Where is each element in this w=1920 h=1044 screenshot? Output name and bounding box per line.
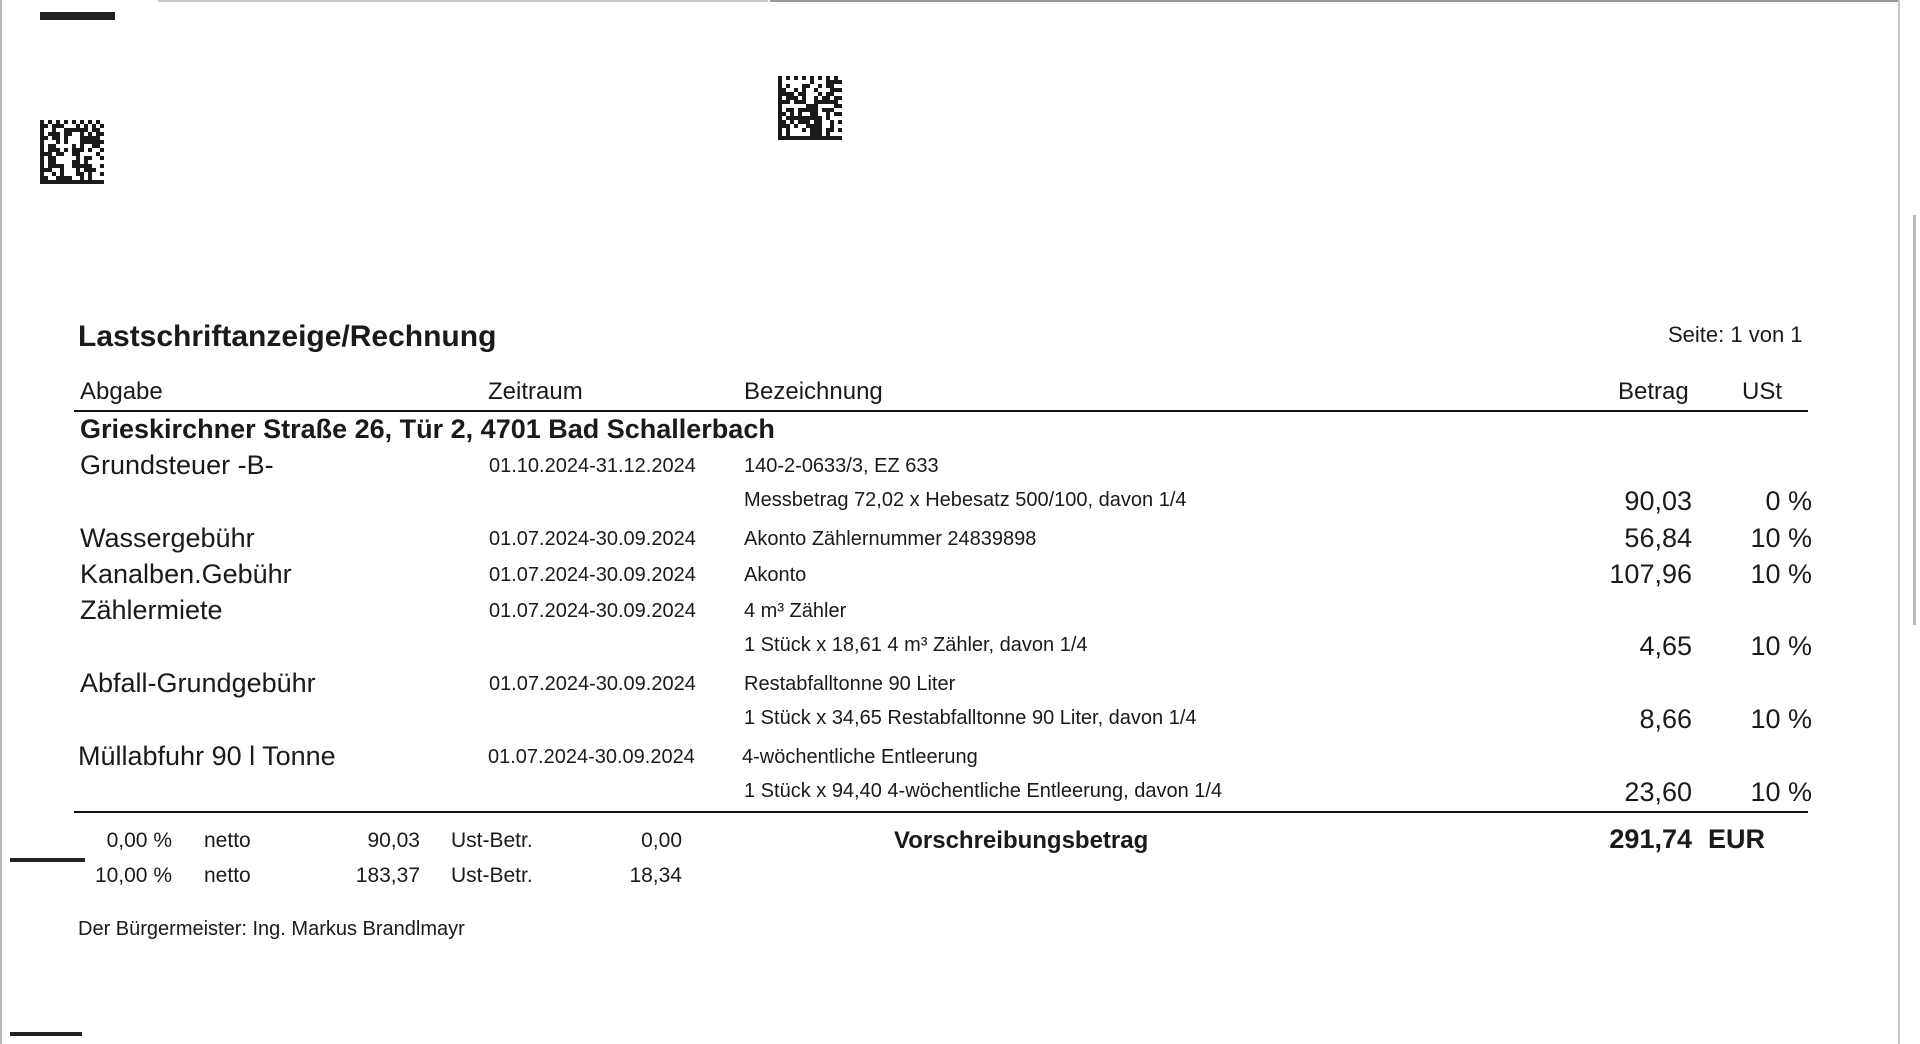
row-ust: 10 % — [1750, 559, 1812, 589]
row-abgabe: Grundsteuer -B- — [80, 450, 274, 480]
row-betrag: 90,03 — [1624, 486, 1692, 516]
page-edge-left — [0, 0, 2, 1044]
row-betrag: 8,66 — [1639, 704, 1692, 734]
row-abgabe: Müllabfuhr 90 l Tonne — [78, 741, 336, 771]
header-bezeichnung: Bezeichnung — [744, 378, 883, 405]
scan-mark-top — [40, 12, 115, 20]
row-detail: 1 Stück x 94,40 4-wöchentliche Entleerung, davon 1/4 — [744, 780, 1223, 802]
scan-mark-left-middle — [10, 858, 85, 862]
page-edge-top — [158, 0, 768, 2]
row-zeitraum: 01.07.2024-30.09.2024 — [488, 746, 695, 768]
header-abgabe: Abgabe — [80, 378, 163, 405]
document-title: Lastschriftanzeige/Rechnung — [78, 320, 497, 353]
row-ust: 10 % — [1750, 777, 1812, 807]
row-abgabe: Zählermiete — [80, 595, 223, 625]
signature-line: Der Bürgermeister: Ing. Markus Brandlmayr — [78, 918, 465, 940]
summary-rule — [74, 811, 1808, 813]
row-bezeichnung: 4 m³ Zähler — [744, 600, 847, 622]
row-bezeichnung: 140-2-0633/3, EZ 633 — [744, 455, 939, 477]
header-ust: USt — [1742, 378, 1783, 405]
row-ust: 0 % — [1765, 486, 1812, 516]
ust-value: 18,34 — [629, 864, 682, 887]
row-bezeichnung: Restabfalltonne 90 Liter — [744, 673, 956, 695]
row-zeitraum: 01.07.2024-30.09.2024 — [489, 600, 696, 622]
row-ust: 10 % — [1750, 704, 1812, 734]
header-zeitraum: Zeitraum — [488, 378, 583, 405]
ust-label: Ust-Betr. — [451, 864, 533, 887]
row-abgabe: Kanalben.Gebühr — [80, 559, 292, 589]
scrollbar-track — [1913, 215, 1916, 625]
row-betrag: 23,60 — [1624, 777, 1692, 807]
row-betrag: 4,65 — [1639, 631, 1692, 661]
header-betrag: Betrag — [1618, 378, 1689, 405]
row-zeitraum: 01.07.2024-30.09.2024 — [489, 673, 696, 695]
tax-rate: 10,00 % — [94, 864, 172, 887]
property-address: Grieskirchner Straße 26, Tür 2, 4701 Bad Schallerbach — [80, 414, 775, 444]
row-zeitraum: 01.10.2024-31.12.2024 — [489, 455, 696, 477]
page-edge-top-right — [770, 0, 1900, 2]
total-label: Vorschreibungsbetrag — [894, 827, 1149, 854]
tax-rate: 0,00 % — [106, 829, 172, 852]
row-detail: Messbetrag 72,02 x Hebesatz 500/100, davon 1/4 — [744, 489, 1187, 511]
netto-label: netto — [204, 829, 251, 852]
row-betrag: 56,84 — [1624, 523, 1692, 553]
currency: EUR — [1708, 824, 1766, 854]
datamatrix-left-icon — [40, 120, 106, 184]
row-ust: 10 % — [1750, 631, 1812, 661]
scan-mark-left-bottom — [10, 1032, 82, 1036]
header-rule — [74, 410, 1808, 412]
row-bezeichnung: Akonto Zählernummer 24839898 — [744, 528, 1037, 550]
row-ust: 10 % — [1750, 523, 1812, 553]
row-zeitraum: 01.07.2024-30.09.2024 — [489, 564, 696, 586]
row-zeitraum: 01.07.2024-30.09.2024 — [489, 528, 696, 550]
row-bezeichnung: 4-wöchentliche Entleerung — [742, 746, 978, 768]
netto-label: netto — [204, 864, 251, 887]
row-betrag: 107,96 — [1609, 559, 1692, 589]
datamatrix-top-icon — [778, 76, 844, 140]
row-detail: 1 Stück x 18,61 4 m³ Zähler, davon 1/4 — [744, 634, 1088, 656]
row-abgabe: Abfall-Grundgebühr — [80, 668, 316, 698]
netto-value: 90,03 — [367, 829, 420, 852]
row-detail: 1 Stück x 34,65 Restabfalltonne 90 Liter, davon 1/4 — [744, 707, 1197, 729]
netto-value: 183,37 — [355, 864, 420, 887]
total-value: 291,74 — [1609, 824, 1692, 854]
ust-value: 0,00 — [641, 829, 682, 852]
row-abgabe: Wassergebühr — [80, 523, 255, 553]
page-edge-right — [1898, 0, 1900, 1044]
page-info: Seite: 1 von 1 — [1668, 322, 1803, 347]
row-bezeichnung: Akonto — [744, 564, 807, 586]
ust-label: Ust-Betr. — [451, 829, 533, 852]
